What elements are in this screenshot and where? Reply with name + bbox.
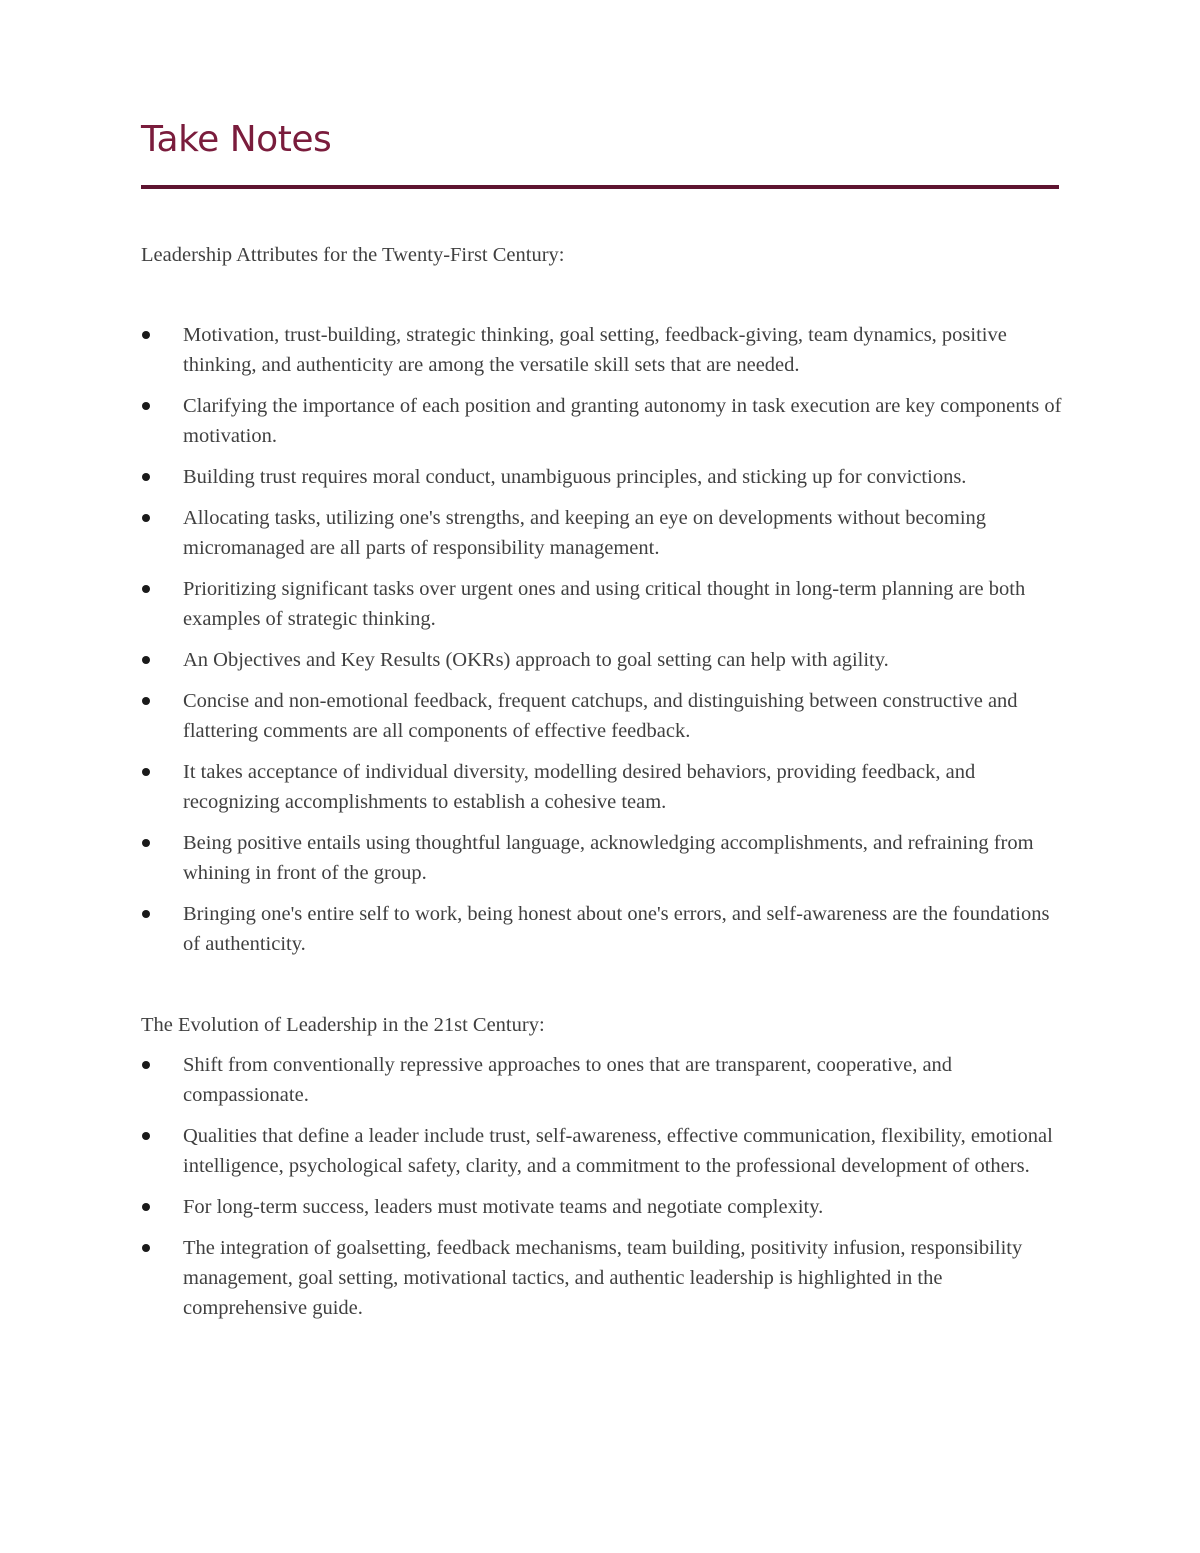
- section-heading: Leadership Attributes for the Twenty-First Century:: [141, 244, 565, 266]
- bullet-list: [141, 1050, 1066, 1323]
- bullet-icon: [142, 331, 150, 339]
- list-item: [141, 1121, 1066, 1181]
- bullet-list: [141, 320, 1066, 959]
- list-item: [141, 899, 1066, 959]
- bullet-icon: [142, 768, 150, 776]
- list-item: [141, 1192, 1066, 1222]
- list-item: [141, 462, 1066, 492]
- bullet-icon: [142, 656, 150, 664]
- list-item-text: For long-term success, leaders must motivate teams and negotiate complexity.: [183, 1196, 824, 1218]
- bullet-icon: [142, 473, 150, 481]
- list-item: [141, 320, 1066, 380]
- list-item: [141, 391, 1066, 451]
- list-item-text: Clarifying the importance of each position and granting autonomy in task execution are key components of motivation.: [183, 395, 1062, 447]
- list-item-text: Qualities that define a leader include trust, self-awareness, effective communication, flexibility, emotional intelligence, psychological safety, clarity, and a commitment to the professional development of others.: [183, 1125, 1053, 1177]
- list-item-text: Bringing one's entire self to work, being honest about one's errors, and self-awareness are the foundations of authenticity.: [183, 903, 1050, 955]
- list-item: [141, 828, 1066, 888]
- list-item-text: Shift from conventionally repressive approaches to ones that are transparent, cooperative, and compassionate.: [183, 1054, 953, 1106]
- bullet-icon: [142, 839, 150, 847]
- list-item-text: Allocating tasks, utilizing one's strengths, and keeping an eye on developments without becoming micromanaged are all parts of responsibility management.: [183, 507, 987, 559]
- list-item-text: It takes acceptance of individual diversity, modelling desired behaviors, providing feedback, and recognizing accomplishments to establish a cohesive team.: [183, 761, 976, 813]
- list-item-text: The integration of goalsetting, feedback mechanisms, team building, positivity infusion, responsibility management, goal setting, motivational tactics, and authentic leadership is highlighted in the comprehensive guide.: [183, 1237, 1023, 1319]
- bullet-icon: [142, 1244, 150, 1252]
- list-item: [141, 686, 1066, 746]
- notes-body: [141, 240, 1066, 1334]
- section-heading: The Evolution of Leadership in the 21st Century:: [141, 1014, 545, 1036]
- list-item-text: Prioritizing significant tasks over urgent ones and using critical thought in long-term planning are both examples of strategic thinking.: [183, 578, 1026, 630]
- bullet-icon: [142, 1132, 150, 1140]
- list-item: [141, 645, 1066, 675]
- list-item-text: Concise and non-emotional feedback, frequent catchups, and distinguishing between constructive and flattering comments are all components of effective feedback.: [183, 690, 1018, 742]
- bullet-icon: [142, 1061, 150, 1069]
- bullet-icon: [142, 402, 150, 410]
- bullet-icon: [142, 514, 150, 522]
- bullet-icon: [142, 697, 150, 705]
- list-item: [141, 503, 1066, 563]
- bullet-icon: [142, 585, 150, 593]
- list-item: [141, 1050, 1066, 1110]
- list-item-text: Being positive entails using thoughtful language, acknowledging accomplishments, and refraining from whining in front of the group.: [183, 832, 1034, 884]
- list-item: [141, 1233, 1066, 1323]
- page-title: Take Notes: [141, 119, 332, 160]
- list-item: [141, 574, 1066, 634]
- title-divider: [141, 185, 1059, 189]
- list-item: [141, 757, 1066, 817]
- list-item-text: Building trust requires moral conduct, unambiguous principles, and sticking up for convictions.: [183, 466, 967, 488]
- list-item-text: An Objectives and Key Results (OKRs) approach to goal setting can help with agility.: [183, 649, 889, 671]
- bullet-icon: [142, 1203, 150, 1211]
- list-item-text: Motivation, trust-building, strategic thinking, goal setting, feedback-giving, team dynamics, positive thinking, and authenticity are among the versatile skill sets that are needed.: [183, 324, 1007, 376]
- bullet-icon: [142, 910, 150, 918]
